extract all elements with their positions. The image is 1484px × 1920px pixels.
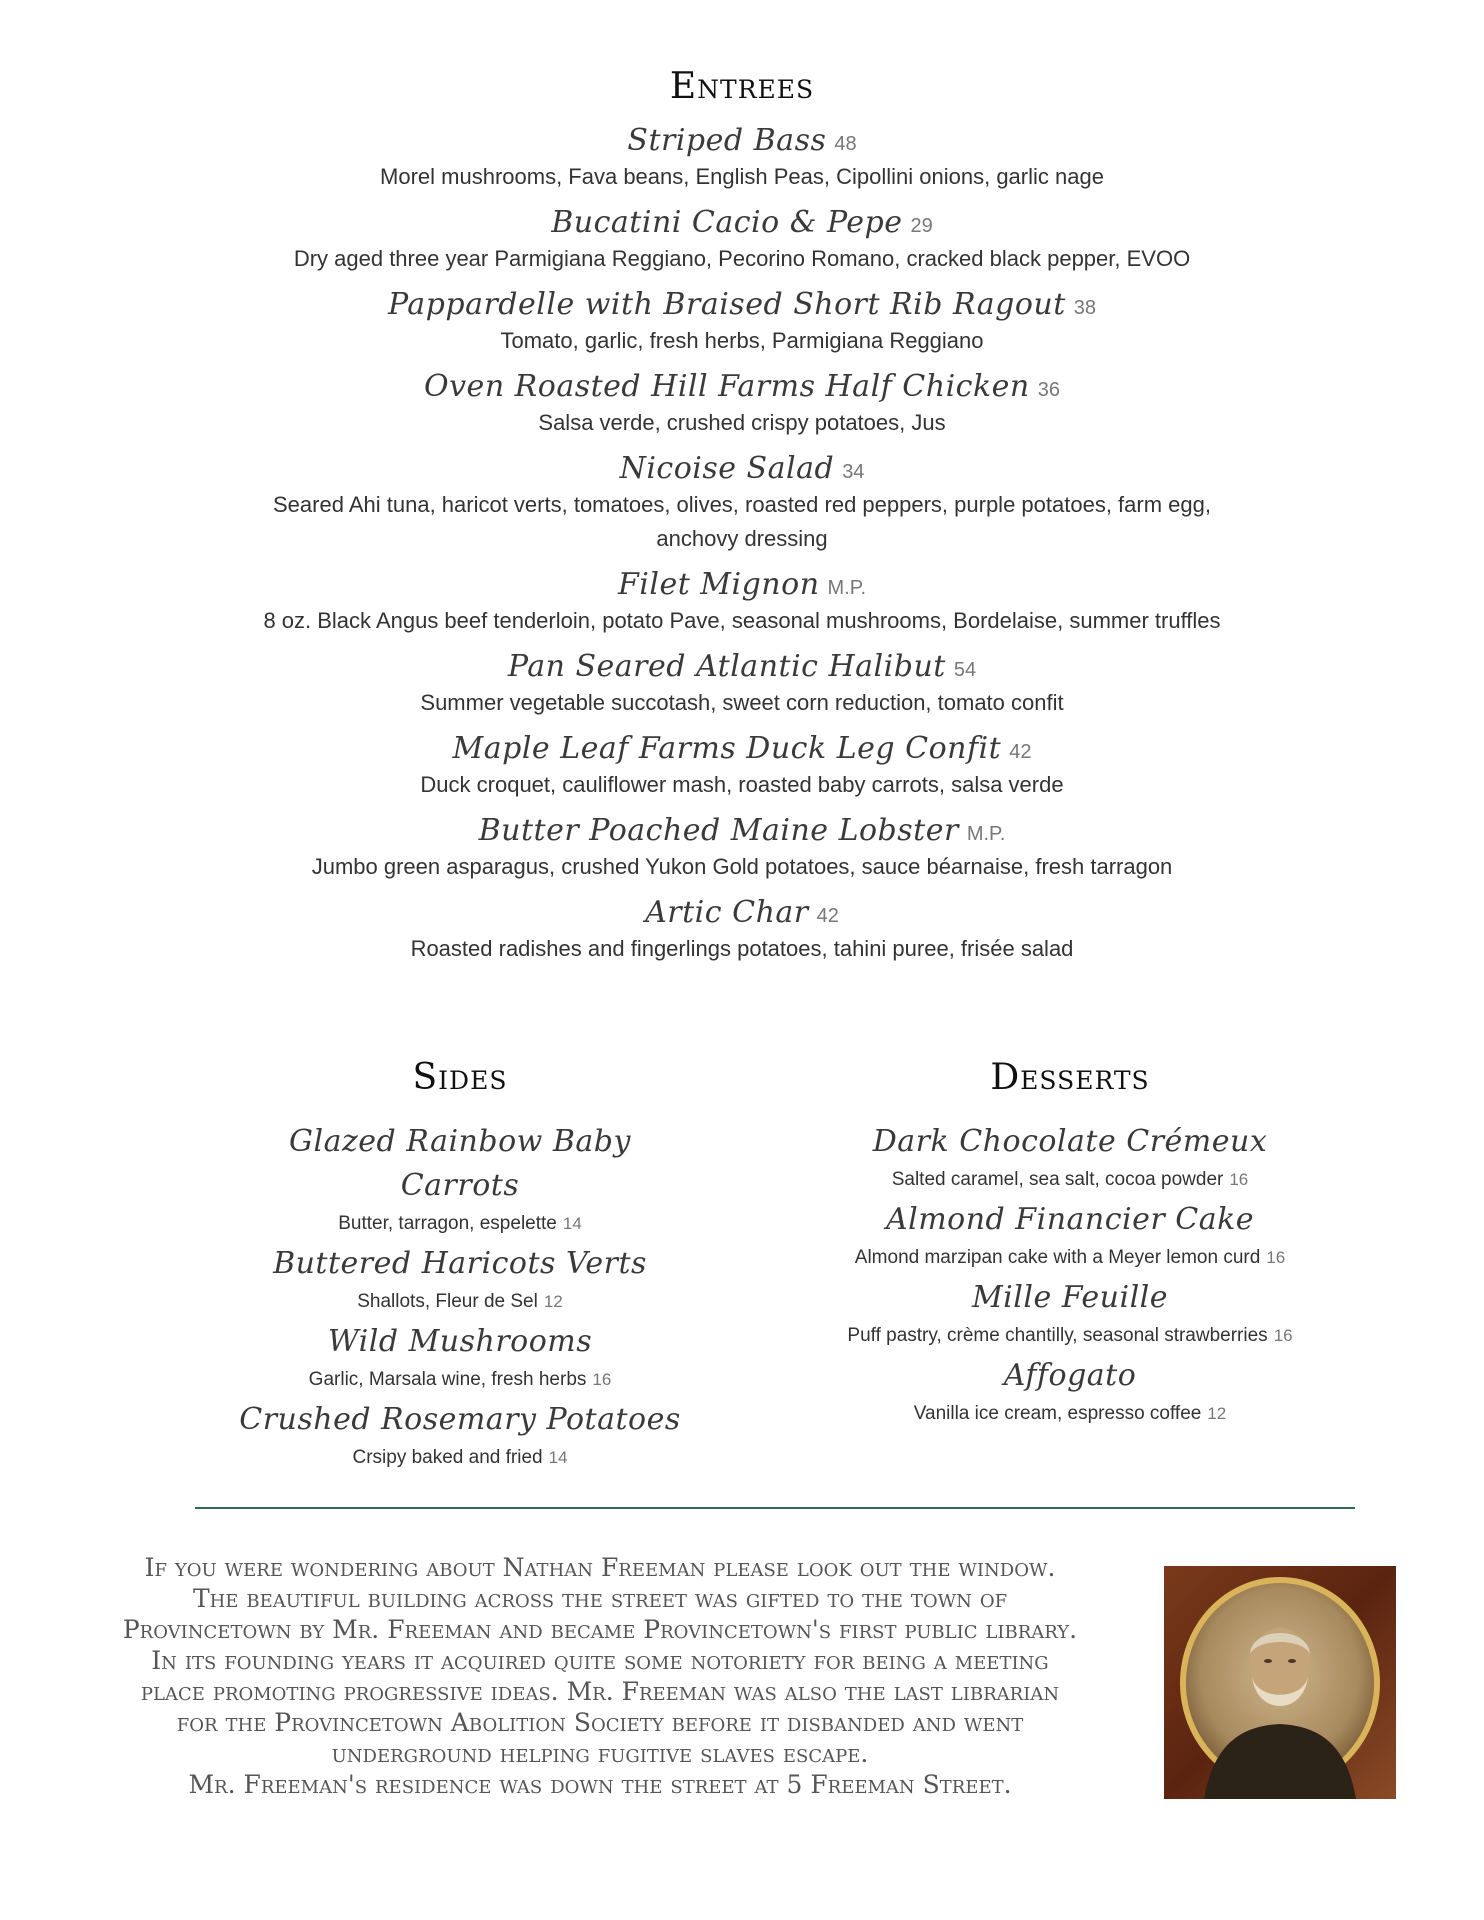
dish-name: Striped Bass bbox=[627, 123, 827, 158]
side-price: 14 bbox=[548, 1448, 568, 1467]
side-item bbox=[230, 1120, 690, 1240]
dessert-item bbox=[800, 1120, 1340, 1196]
portrait-eye-right bbox=[1288, 1659, 1296, 1663]
entree-list bbox=[0, 122, 1484, 966]
dish-description: Summer vegetable succotash, sweet corn reduction, tomato confit bbox=[420, 690, 1064, 715]
side-price: 16 bbox=[592, 1370, 612, 1389]
dish-price: 34 bbox=[842, 461, 865, 483]
side-price: 12 bbox=[543, 1292, 563, 1311]
dish-price: 29 bbox=[910, 215, 933, 237]
dish-description: Dry aged three year Parmigiana Reggiano, Pecorino Romano, cracked black pepper, EVOO bbox=[293, 246, 1191, 271]
dish-description: Duck croquet, cauliflower mash, roasted baby carrots, salsa verde bbox=[420, 772, 1064, 797]
desserts-section bbox=[800, 1048, 1340, 1432]
dish-price: M.P. bbox=[827, 577, 867, 599]
portrait-eye-left bbox=[1264, 1659, 1272, 1663]
history-line: The beautiful building across the street was gifted to the town of bbox=[192, 1584, 1008, 1613]
entree-item bbox=[0, 730, 1484, 802]
dish-description: Morel mushrooms, Fava beans, English Peas, Cipollini onions, garlic nage bbox=[380, 164, 1104, 189]
dessert-description: Almond marzipan cake with a Meyer lemon curd bbox=[854, 1247, 1261, 1268]
history-note bbox=[70, 1552, 1130, 1800]
side-description: Garlic, Marsala wine, fresh herbs bbox=[308, 1369, 587, 1390]
dessert-price: 16 bbox=[1266, 1248, 1286, 1267]
dessert-name: Dark Chocolate Crémeux bbox=[872, 1124, 1268, 1159]
entree-item bbox=[0, 648, 1484, 720]
section-divider bbox=[195, 1507, 1355, 1509]
nathan-freeman-portrait bbox=[1164, 1566, 1396, 1799]
entree-item bbox=[0, 450, 1484, 556]
entree-item bbox=[0, 812, 1484, 884]
dish-name: Nicoise Salad bbox=[619, 451, 835, 486]
history-line: place promoting progressive ideas. Mr. Freeman was also the last librarian bbox=[140, 1677, 1060, 1706]
entree-item bbox=[0, 566, 1484, 638]
dessert-item bbox=[800, 1276, 1340, 1352]
dish-price: 42 bbox=[1009, 741, 1032, 763]
sides-heading: Sides bbox=[412, 1057, 508, 1098]
side-item bbox=[230, 1320, 690, 1396]
entree-item bbox=[0, 122, 1484, 194]
dessert-name: Affogato bbox=[1003, 1358, 1137, 1393]
dish-price: 48 bbox=[834, 133, 857, 155]
dish-name: Maple Leaf Farms Duck Leg Confit bbox=[452, 731, 1002, 766]
entree-item bbox=[0, 286, 1484, 358]
dish-price: 38 bbox=[1073, 297, 1097, 319]
dessert-price: 12 bbox=[1207, 1404, 1227, 1423]
dish-description: 8 oz. Black Angus beef tenderloin, potato Pave, seasonal mushrooms, Bordelaise, summer truffles bbox=[263, 608, 1221, 633]
dessert-name: Mille Feuille bbox=[971, 1280, 1169, 1315]
dish-price: 42 bbox=[816, 905, 839, 927]
dish-description: Jumbo green asparagus, crushed Yukon Gold potatoes, sauce béarnaise, fresh tarragon bbox=[311, 854, 1173, 879]
side-description: Shallots, Fleur de Sel bbox=[357, 1291, 538, 1312]
dessert-price: 16 bbox=[1273, 1326, 1293, 1345]
history-line: for the Provincetown Abolition Society before it disbanded and went bbox=[176, 1708, 1024, 1737]
history-line: If you were wondering about Nathan Freeman please look out the window. bbox=[144, 1553, 1056, 1582]
dessert-name: Almond Financier Cake bbox=[885, 1202, 1255, 1237]
side-description: Butter, tarragon, espelette bbox=[338, 1213, 557, 1234]
portrait-image bbox=[1164, 1566, 1396, 1799]
dish-description: Salsa verde, crushed crispy potatoes, Jus bbox=[538, 410, 946, 435]
dish-name: Pan Seared Atlantic Halibut bbox=[507, 649, 946, 684]
side-name: Wild Mushrooms bbox=[327, 1324, 593, 1359]
entrees-heading: Entrees bbox=[669, 66, 815, 107]
side-name: Glazed Rainbow Baby Carrots bbox=[289, 1124, 631, 1203]
dish-name: Bucatini Cacio & Pepe bbox=[551, 205, 903, 240]
dish-name: Filet Mignon bbox=[617, 567, 820, 602]
dish-description: Roasted radishes and fingerlings potatoes, tahini puree, frisée salad bbox=[410, 936, 1074, 961]
dessert-description: Salted caramel, sea salt, cocoa powder bbox=[891, 1169, 1224, 1190]
dessert-item bbox=[800, 1198, 1340, 1274]
dish-description: Tomato, garlic, fresh herbs, Parmigiana Reggiano bbox=[500, 328, 984, 353]
entree-item bbox=[0, 368, 1484, 440]
entree-item bbox=[0, 204, 1484, 276]
side-price: 14 bbox=[562, 1214, 582, 1233]
desserts-heading: Desserts bbox=[990, 1057, 1150, 1098]
dish-name: Artic Char bbox=[645, 895, 809, 930]
history-line: Mr. Freeman's residence was down the street at 5 Freeman Street. bbox=[188, 1770, 1012, 1799]
dish-name: Oven Roasted Hill Farms Half Chicken bbox=[424, 369, 1030, 404]
side-name: Buttered Haricots Verts bbox=[273, 1246, 647, 1281]
sides-section bbox=[230, 1048, 690, 1476]
dish-price: 36 bbox=[1037, 379, 1060, 401]
dessert-description: Puff pastry, crème chantilly, seasonal strawberries bbox=[847, 1325, 1268, 1346]
dessert-description: Vanilla ice cream, espresso coffee bbox=[913, 1403, 1202, 1424]
history-line: In its founding years it acquired quite some notoriety for being a meeting bbox=[151, 1646, 1049, 1675]
history-line: Provincetown by Mr. Freeman and became Provincetown's first public library. bbox=[122, 1615, 1078, 1644]
dish-name: Butter Poached Maine Lobster bbox=[478, 813, 959, 848]
dish-description: Seared Ahi tuna, haricot verts, tomatoes, olives, roasted red peppers, purple potatoes, farm egg, anchovy dressing bbox=[273, 492, 1211, 551]
dessert-price: 16 bbox=[1229, 1170, 1249, 1189]
history-line: underground helping fugitive slaves escape. bbox=[331, 1739, 869, 1768]
dessert-item bbox=[800, 1354, 1340, 1430]
dish-name: Pappardelle with Braised Short Rib Ragout bbox=[387, 287, 1066, 322]
side-description: Crsipy baked and fried bbox=[352, 1447, 543, 1468]
side-item bbox=[230, 1398, 690, 1474]
dish-price: M.P. bbox=[966, 823, 1006, 845]
side-name: Crushed Rosemary Potatoes bbox=[239, 1402, 681, 1437]
entrees-section bbox=[0, 62, 1484, 976]
dish-price: 54 bbox=[953, 659, 977, 681]
side-item bbox=[230, 1242, 690, 1318]
entree-item bbox=[0, 894, 1484, 966]
